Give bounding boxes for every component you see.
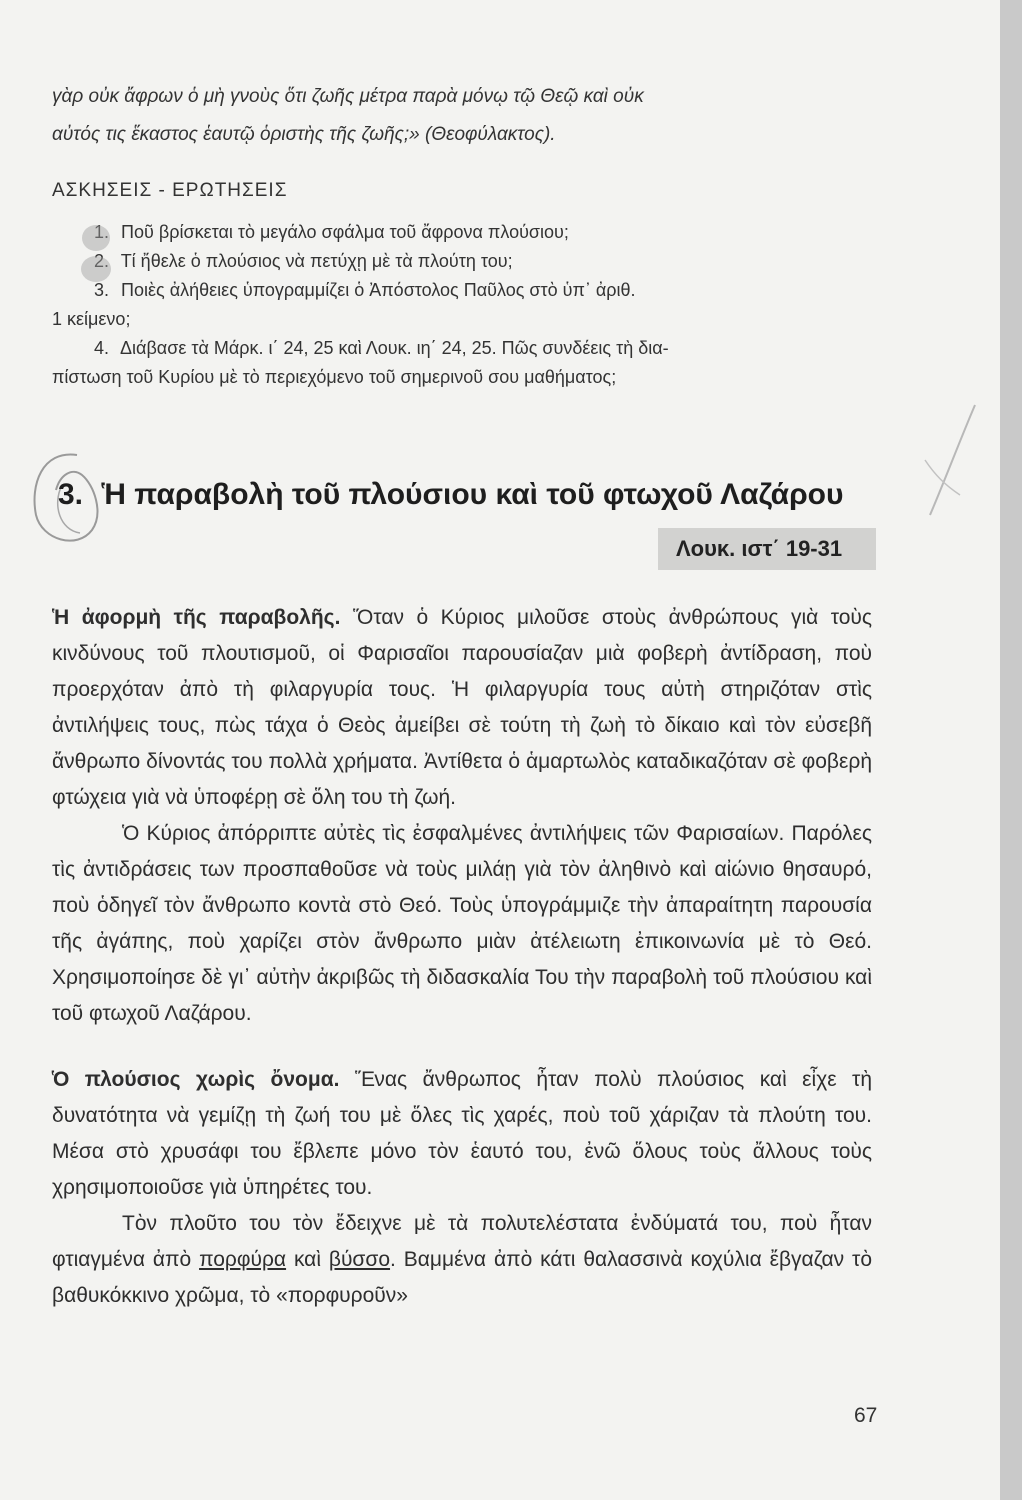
exercise-item-4: [52, 334, 862, 363]
exercise-number: 2.: [94, 251, 110, 271]
paragraph-text: Ὅταν ὁ Κύριος μιλοῦσε στοὺς ἀνθρώπους γιὰ τοὺς κινδύνους τοῦ πλουτισμοῦ, οἱ Φαρισαῖοι παρουσίαζαν μιὰ φοβερὴ ἀντίδραση, ποὺ προερχόταν ἀπὸ τὴ φιλαργυρία τους. Ἡ φιλαργυρία τους αὐτὴ στηριζόταν στὶς ἀντιλήψεις τους, πὼς τάχα ὁ Θεὸς ἀμείβει σὲ τούτη τὴ ζωὴ τὸ δίκαιο καὶ τὸν εὐσεβῆ ἄνθρωπο δίνοντάς του πολλὰ χρήματα. Ἀντίθετα ὁ ἁμαρτωλὸς καταδικαζόταν σὲ φοβερὴ φτώχεια γιὰ νὰ ὑποφέρῃ σὲ ὅλη του τὴ ζωή.: [52, 606, 873, 809]
pencil-number-marks: [76, 222, 118, 288]
paragraph-text: Τὸν πλοῦτο του τὸν ἔδειχνε μὲ τὰ πολυτελέστατα ἐνδύματά του, ποὺ ἦταν φτιαγμένα ἀπὸ: [52, 1212, 872, 1271]
exercise-item-3: [52, 276, 862, 305]
exercise-item-4-continuation: πίστωση τοῦ Κυρίου μὲ τὸ περιεχόμενο τοῦ σημερινοῦ σου μαθήματος;: [52, 367, 617, 387]
exercise-text: Ποιὲς ἀλήθειες ὑπογραμμίζει ὁ Ἀπόστολος Παῦλος στὸ ὑπ᾿ ἀριθ.: [121, 280, 636, 300]
page-number: 67: [854, 1404, 878, 1427]
exercises-heading: ΑΣΚΗΣΕΙΣ - ΕΡΩΤΗΣΕΙΣ: [52, 180, 288, 201]
exercise-item-1: [52, 218, 862, 247]
pencil-stroke-mark: [905, 400, 985, 520]
exercise-number: 3.: [94, 280, 110, 300]
exercise-item-2: [52, 247, 862, 276]
exercise-text: Ποῦ βρίσκεται τὸ μεγάλο σφάλμα τοῦ ἄφρονα πλούσιου;: [121, 222, 569, 242]
section-title-text: Ἡ παραβολὴ τοῦ πλούσιου καὶ τοῦ φτωχοῦ Λαζάρου: [101, 478, 844, 511]
exercise-item-3-continuation: 1 κείμενο;: [52, 309, 131, 329]
paragraph-wealth: [52, 1206, 872, 1314]
section-number: 3.: [58, 478, 84, 511]
paragraph-text: καὶ: [286, 1248, 329, 1271]
exercise-text: Διάβασε τὰ Μάρκ. ι΄ 24, 25 καὶ Λουκ. ιη΄ 24, 25. Πῶς συνδέεις τὴ δια-: [120, 338, 669, 358]
body-text: [52, 600, 872, 1314]
paragraph-lead: Ἡ ἀφορμὴ τῆς παραβολῆς.: [52, 606, 341, 629]
paragraph-lord-rejects: Ὁ Κύριος ἀπόρριπτε αὐτὲς τὶς ἐσφαλμένες ἀντιλήψεις τῶν Φαρισαίων. Παρόλες τὶς ἀντιδράσεις των προσπαθοῦσε νὰ τοὺς μιλάῃ γιὰ τὸν ἀληθινὸ καὶ αἰώνιο θησαυρό, ποὺ ὁδηγεῖ τὸν ἄνθρωπο κοντὰ στὸ Θεό. Τοὺς ὑπογράμμιζε τὴν ἀπαραίτητη παρουσία τῆς ἀγάπης, ποὺ χαρίζει στὸν ἄνθρωπο μιὰν ἀτέλειωτη ἐπικοινωνία μὲ τὸ Θεό. Χρησιμοποίησε δὲ γι᾿ αὐτὴν ἀκριβῶς τὴ διδασκαλία Του τὴν παραβολὴ τοῦ πλούσιου καὶ τοῦ φτωχοῦ Λαζάρου.: [52, 822, 872, 1025]
exercise-text: Τί ἤθελε ὁ πλούσιος νὰ πετύχῃ μὲ τὰ πλούτη του;: [120, 251, 513, 271]
paragraph-rich-man: [52, 1062, 872, 1206]
paragraph-lead: Ὁ πλούσιος χωρὶς ὄνομα.: [52, 1068, 340, 1091]
exercise-number: 1.: [94, 222, 110, 242]
closing-quote: [52, 78, 872, 154]
underlined-word-vysso: βύσσο: [328, 1248, 391, 1271]
exercises-list: [52, 218, 862, 392]
quote-line-2: αὐτός τις ἕκαστος ἑαυτῷ ὁριστὴς τῆς ζωῆς;» (Θεοφύλακτος).: [52, 124, 556, 145]
paragraph-text: Ἕνας ἄνθρωπος ἦταν πολὺ πλούσιος καὶ εἶχε τὴ δυνατότητα νὰ γεμίζῃ τὴ ζωή του μὲ ὅλες τὶς χαρές, ποὺ τοῦ χάριζαν τὰ πλούτη του. Μέσα στὸ χρυσάφι του ἔβλεπε μόνο τὸν ἑαυτό του, ἐνῶ ὅλους τοὺς ἄλλους τοὺς χρησιμοποιοῦσε γιὰ ὑπηρέτες του.: [52, 1068, 872, 1199]
scripture-reference: Λουκ. ιστ΄ 19-31: [676, 536, 843, 561]
exercise-number: 4.: [94, 338, 110, 358]
quote-line-1: γὰρ οὐκ ἄφρων ὁ μὴ γνοὺς ὅτι ζωῆς μέτρα παρὰ μόνῳ τῷ Θεῷ καὶ οὐκ: [52, 86, 644, 107]
paragraph-occasion: [52, 600, 872, 816]
section-title: [58, 478, 843, 512]
underlined-word-porphyra: πορφύρα: [199, 1248, 287, 1271]
paragraph-text: . Βαμμένα ἀπὸ κάτι θαλασσινὰ κοχύλια ἔβγαζαν τὸ βαθυκόκκινο χρῶμα, τὸ «πορφυροῦν»: [52, 1248, 872, 1307]
page-edge: [1000, 0, 1022, 1500]
